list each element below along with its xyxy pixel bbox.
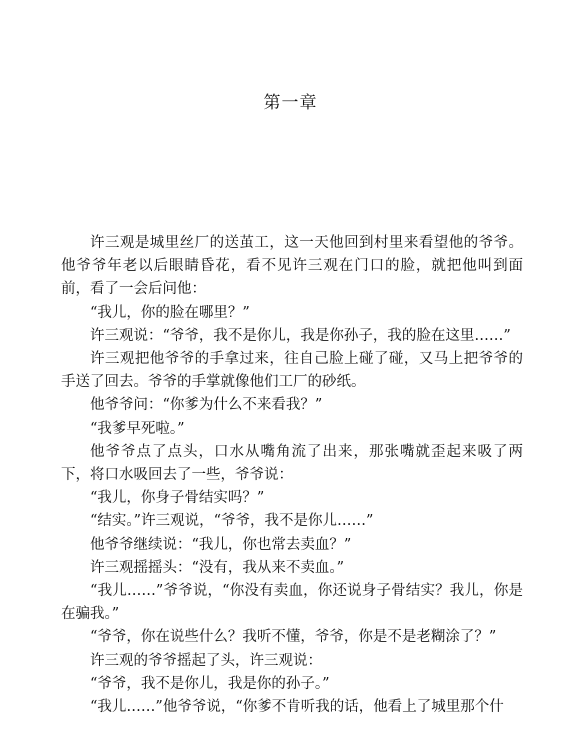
paragraph: “爷爷，你在说些什么？我听不懂，爷爷，你是不是老糊涂了？” [90,629,497,646]
chapter-body [61,232,523,719]
paragraph: 他爷爷问：“你爹为什么不来看我？” [90,397,323,414]
paragraph: 许三观把他爷爷的手拿过来，往自己脸上碰了碰，又马上把爷爷的手送了回去。爷爷的手掌就像他们工厂的砂纸。 [61,351,523,391]
paragraph: “我儿……”他爷爷说，“你爹不肯听我的话，他看上了城里那个什 [90,699,504,716]
paragraph: 他爷爷继续说：“我儿，你也常去卖血？” [90,536,352,553]
paragraph: “我儿，你的脸在哪里？” [90,304,250,321]
paragraph: 许三观的爷爷摇起了头，许三观说： [90,652,322,669]
chapter-title: 第一章 [263,93,318,113]
paragraph: 许三观摇摇头：“没有，我从来不卖血。” [90,559,345,576]
paragraph: “我儿，你身子骨结实吗？” [90,490,265,507]
paragraph: “我儿……”爷爷说，“你没有卖血，你还说身子骨结实？我儿，你是在骗我。” [61,583,523,623]
paragraph: 许三观是城里丝厂的送茧工，这一天他回到村里来看望他的爷爷。他爷爷年老以后眼睛昏花，看不见许三观在门口的脸，就把他叫到面前，看了一会后问他： [61,235,523,298]
paragraph: 许三观说：“爷爷，我不是你儿，我是你孙子，我的脸在这里……” [90,327,511,344]
paragraph: “我爹早死啦。” [90,420,185,437]
paragraph: 他爷爷点了点头，口水从嘴角流了出来，那张嘴就歪起来吸了两下，将口水吸回去了一些，爷爷说： [61,443,523,484]
paragraph: “结实。”许三观说，“爷爷，我不是你儿……” [90,513,374,530]
paragraph: “爷爷，我不是你儿，我是你的孙子。” [90,675,330,692]
